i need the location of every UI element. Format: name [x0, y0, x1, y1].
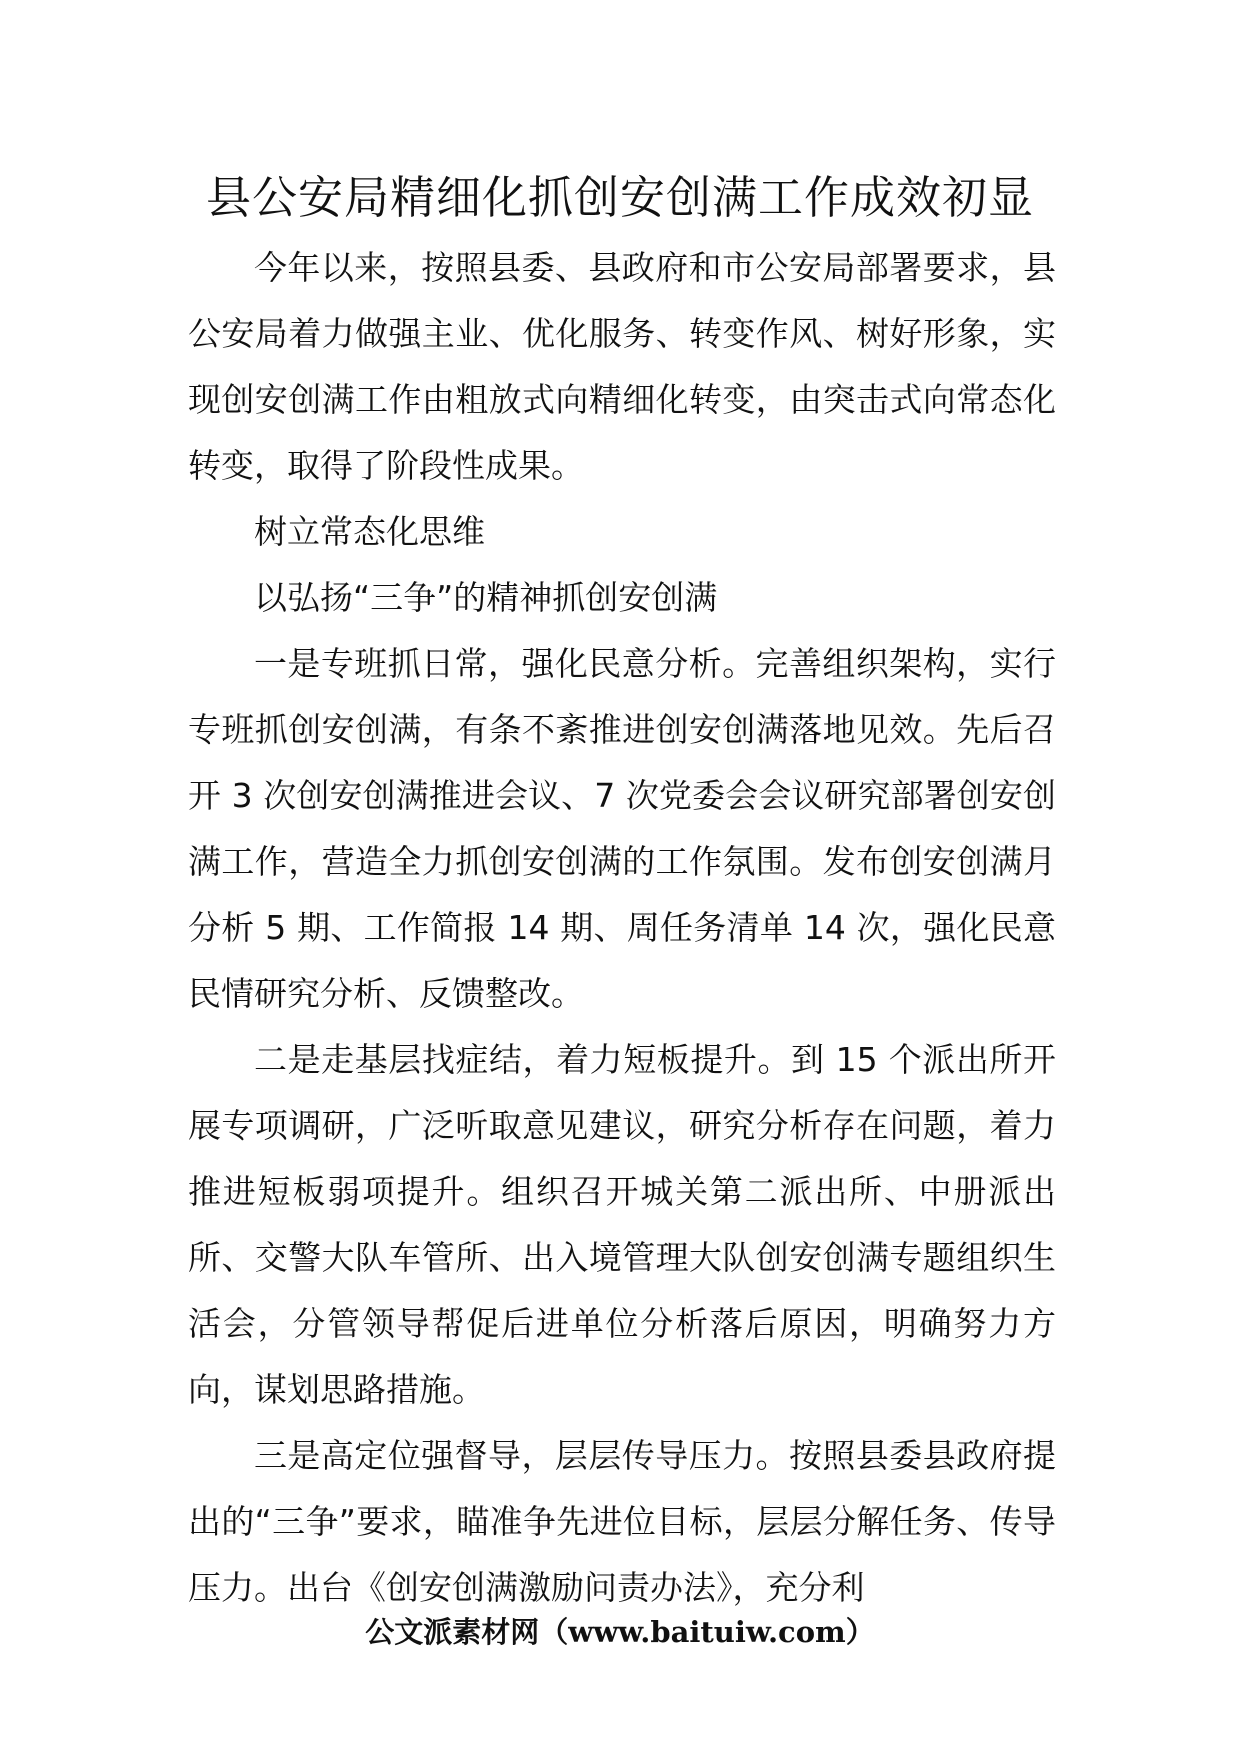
- document-body: [188, 235, 1056, 1621]
- section-heading-2: 以弘扬“三争”的精神抓创安创满: [254, 578, 718, 617]
- page-footer: 公文派素材网（www.baituiw.com）: [365, 1615, 875, 1649]
- paragraph-point-3: 三是高定位强督导，层层传导压力。按照县委县政府提出的“三争”要求，瞄准争先进位目标，层层分解任务、传导压力。出台《创安创满激励问责办法》，充分利: [188, 1436, 1056, 1607]
- paragraph-point-2: 二是走基层找症结，着力短板提升。到 15 个派出所开展专项调研，广泛听取意见建议，研究分析存在问题，着力推进短板弱项提升。组织召开城关第二派出所、中册派出所、交警大队车管所、出入境管理大队创安创满专题组织生活会，分管领导帮促后进单位分析落后原因，明确努力方向，谋划思路措施。: [188, 1040, 1056, 1409]
- document-title: 县公安局精细化抓创安创满工作成效初显: [205, 171, 1034, 224]
- section-heading-1: 树立常态化思维: [254, 512, 485, 551]
- paragraph-point-1: 一是专班抓日常，强化民意分析。完善组织架构，实行专班抓创安创满，有条不紊推进创安创满落地见效。先后召开 3 次创安创满推进会议、7 次党委会会议研究部署创安创满工作，营造全力抓创安创满的工作氛围。发布创安创满月分析 5 期、工作简报 14 期、周任务清单 14 次，强化民意民情研究分析、反馈整改。: [188, 644, 1056, 1013]
- paragraph-intro: 今年以来，按照县委、县政府和市公安局部署要求，县公安局着力做强主业、优化服务、转变作风、树好形象，实现创安创满工作由粗放式向精细化转变，由突击式向常态化转变，取得了阶段性成果。: [188, 248, 1056, 485]
